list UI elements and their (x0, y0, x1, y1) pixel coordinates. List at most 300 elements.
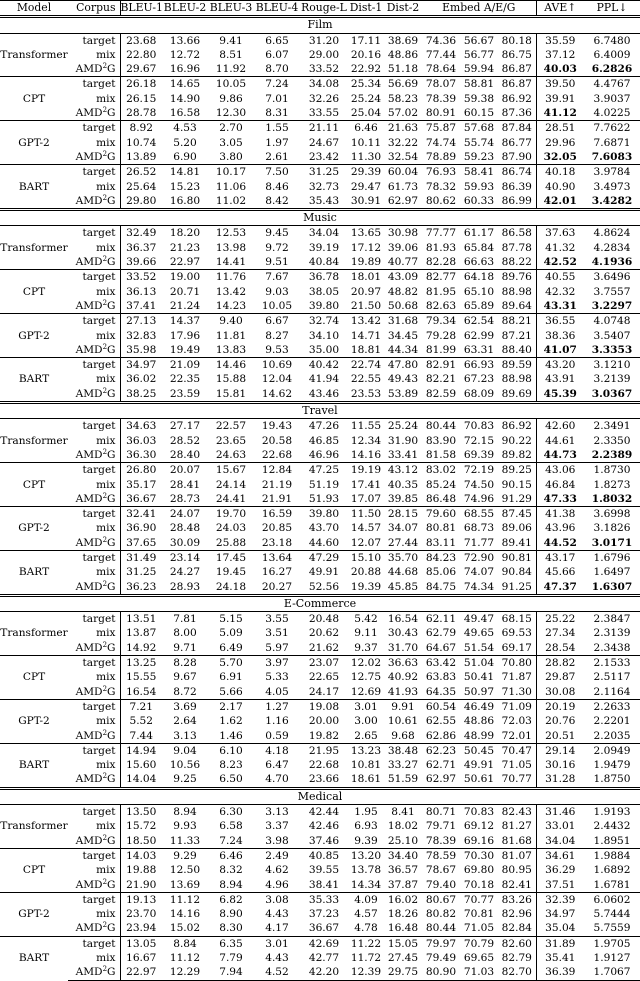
cell-value: 70.79 (463, 937, 495, 950)
cell-value: 21.09 (169, 359, 201, 372)
cell-value: 15.67 (215, 464, 247, 477)
cell-value: 24.63 (208, 448, 254, 463)
cell-value: 53.89 (387, 387, 419, 400)
cell-value: 11.33 (162, 834, 208, 849)
cell-value: 34.45 (387, 329, 419, 342)
cell-value: 17.45 (215, 551, 247, 564)
cell-value: 50.61 (463, 773, 495, 786)
cell-value: 12.04 (261, 373, 293, 386)
corpus-label: AMD$^2$G (68, 106, 120, 121)
cell-value: 49.43 (387, 373, 419, 386)
cell-value: 32.83 (120, 329, 162, 343)
cell-value: 9.40 (219, 315, 243, 328)
cell-value: 89.59 (501, 359, 532, 372)
cell-value: 25.24 (387, 420, 419, 433)
cell-value: 80.67 (425, 893, 457, 906)
cell-value: 29.75 (384, 965, 422, 980)
cell-value: 65.10 (463, 285, 495, 298)
cell-value: 44.34 (384, 343, 422, 358)
cell-value: 22.65 (308, 671, 340, 684)
cell-value: 90.81 (501, 551, 532, 564)
cell-value: 8.27 (265, 329, 289, 342)
cell-value: 86.92 (501, 420, 532, 433)
cell-value: 4.4767 (593, 78, 631, 91)
cell-value: 81.68 (498, 834, 536, 849)
cell-value: 3.00 (354, 715, 378, 728)
cell-value: 14.46 (215, 359, 247, 372)
cell-value: 6.46 (219, 849, 243, 862)
cell-value: 6.67 (265, 315, 289, 328)
cell-value: 9.91 (391, 700, 415, 713)
cell-value: 30.16 (536, 758, 584, 772)
cell-value: 48.86 (387, 48, 419, 61)
cell-value: 24.67 (308, 136, 340, 149)
cell-value: 69.80 (463, 864, 495, 877)
cell-value: 26.52 (120, 165, 162, 180)
table-row (0, 965, 640, 980)
cell-value: 27.34 (536, 626, 584, 640)
cell-value: 43.06 (536, 463, 584, 478)
cell-value: 2.2035 (584, 729, 640, 744)
amd-superscript: 2 (102, 728, 108, 737)
table-row (0, 492, 640, 507)
cell-value: 60.54 (425, 700, 457, 713)
cell-value: 34.97 (536, 907, 584, 921)
cell-value: 62.79 (425, 627, 457, 640)
cell-value: 83.02 (425, 464, 457, 477)
cell-value: 71.03 (460, 965, 498, 980)
cell-value: 13.05 (120, 936, 162, 951)
cell-value: 42.60 (536, 419, 584, 434)
cell-value: 3.4973 (593, 180, 631, 193)
cell-value: 4.43 (265, 952, 289, 964)
corpus-label: mix (96, 522, 116, 535)
cell-value: 11.76 (215, 271, 247, 284)
cell-value: 24.14 (215, 478, 247, 491)
corpus-label: target (82, 166, 116, 179)
cell-value: 2.5117 (593, 671, 631, 684)
cell-value: 82.43 (501, 806, 532, 819)
cell-value: 9.37 (348, 641, 384, 656)
cell-value: 50.97 (460, 685, 498, 700)
cell-value: 47.37 (536, 580, 584, 596)
corpus-label: mix (96, 373, 116, 386)
cell-value: 22.92 (348, 62, 384, 77)
cell-value: 6.30 (219, 806, 243, 819)
cell-value: 70.80 (501, 657, 532, 670)
cell-value: 69.12 (463, 820, 495, 833)
cell-value: 3.9037 (593, 92, 631, 105)
domain-label: Travel (0, 403, 640, 419)
cell-value: 80.91 (422, 106, 460, 121)
cell-value: 8.28 (173, 657, 197, 670)
cell-value: 6.2826 (584, 62, 640, 77)
cell-value: 29.80 (120, 194, 162, 210)
cell-value: 7.24 (208, 834, 254, 849)
cell-value: 36.67 (300, 921, 348, 936)
cell-value: 37.41 (120, 299, 162, 314)
cell-value: 13.64 (261, 551, 293, 564)
amd-superscript: 2 (102, 833, 108, 842)
cell-value: 19.82 (300, 729, 348, 744)
amd-superscript: 2 (102, 921, 108, 930)
cell-value: 23.68 (120, 33, 162, 48)
model-name: GPT-2 (0, 892, 68, 936)
cell-value: 5.7559 (584, 921, 640, 936)
cell-value: 13.98 (215, 241, 247, 254)
cell-value: 45.39 (536, 387, 584, 403)
cell-value: 74.34 (463, 580, 495, 593)
corpus-label: mix (96, 627, 116, 640)
cell-value: 8.92 (120, 121, 162, 136)
cell-value: 8.00 (173, 627, 197, 640)
cell-value: 83.90 (425, 434, 457, 447)
cell-value: 14.81 (169, 166, 201, 179)
cell-value: 10.11 (350, 136, 382, 149)
model-name: Transformer (0, 226, 68, 270)
cell-value: 3.37 (265, 820, 289, 833)
cell-value: 40.18 (536, 165, 584, 180)
cell-value: 63.83 (425, 671, 457, 684)
header-bleu1: BLEU-1 (120, 1, 162, 17)
cell-value: 70.18 (460, 878, 498, 893)
corpus-label: AMD$^2$G (75, 386, 116, 400)
table-row (0, 580, 640, 596)
table-row (0, 714, 640, 728)
cell-value: 20.48 (308, 613, 340, 626)
cell-value: 2.17 (219, 700, 243, 713)
cell-value: 6.7480 (593, 34, 631, 47)
cell-value: 8.23 (219, 759, 243, 772)
cell-value: 1.95 (354, 806, 378, 819)
cell-value: 68.73 (463, 522, 495, 535)
cell-value: 82.91 (425, 359, 457, 372)
cell-value: 5.09 (219, 627, 243, 640)
cell-value: 13.66 (169, 34, 201, 47)
cell-value: 28.51 (536, 121, 584, 136)
cell-value: 82.28 (422, 255, 460, 270)
cell-value: 56.77 (463, 48, 495, 61)
cell-value: 91.29 (498, 492, 536, 507)
header-dist1: Dist-1 (349, 1, 383, 14)
cell-value: 12.69 (348, 685, 384, 700)
cell-value: 62.86 (422, 729, 460, 744)
cell-value: 68.55 (463, 508, 495, 521)
cell-value: 56.69 (387, 78, 419, 91)
cell-value: 6.07 (265, 48, 289, 61)
cell-value: 7.50 (265, 166, 289, 179)
cell-value: 83.26 (501, 893, 532, 906)
cell-value: 3.0367 (591, 387, 633, 400)
cell-value: 31.25 (308, 166, 340, 179)
cell-value: 80.82 (425, 908, 457, 921)
cell-value: 3.6998 (593, 508, 631, 521)
cell-value: 29.96 (536, 136, 584, 150)
cell-value: 34.40 (387, 849, 419, 862)
cell-value: 46.96 (300, 448, 348, 463)
cell-value: 62.11 (425, 613, 457, 626)
cell-value: 63.31 (460, 343, 498, 358)
cell-value: 16.54 (387, 613, 419, 626)
cell-value: 70.77 (501, 773, 532, 786)
cell-value: 2.2389 (584, 448, 640, 463)
cell-value: 40.42 (308, 359, 340, 372)
cell-value: 2.65 (348, 729, 384, 744)
cell-value: 5.7444 (593, 908, 631, 921)
cell-value: 35.43 (308, 194, 340, 207)
cell-value: 44.60 (300, 536, 348, 551)
cell-value: 7.79 (219, 952, 243, 964)
table-row (0, 863, 640, 877)
cell-value: 34.61 (536, 848, 584, 863)
cell-value: 79.71 (425, 820, 457, 833)
amd-superscript: 2 (102, 491, 108, 500)
amd-superscript: 2 (102, 255, 108, 264)
cell-value: 16.67 (120, 951, 162, 965)
cell-value: 21.23 (169, 241, 201, 254)
cell-value: 2.3438 (584, 641, 640, 656)
cell-value: 87.45 (501, 508, 532, 521)
cell-value: 81.27 (501, 820, 532, 833)
cell-value: 29.67 (120, 62, 162, 77)
cell-value: 72.19 (463, 464, 495, 477)
cell-value: 3.69 (173, 700, 197, 713)
corpus-label: target (82, 78, 116, 91)
cell-value: 9.03 (265, 285, 289, 298)
header-model: Model (16, 1, 52, 14)
cell-value: 42.44 (308, 806, 340, 819)
cell-value: 30.98 (387, 227, 419, 240)
cell-value: 86.75 (501, 48, 532, 61)
cell-value: 89.82 (498, 448, 536, 463)
cell-value: 32.05 (536, 150, 584, 165)
cell-value: 68.09 (463, 387, 495, 400)
cell-value: 42.20 (300, 965, 348, 980)
cell-value: 66.63 (460, 255, 498, 270)
cell-value: 64.35 (422, 685, 460, 700)
amd-superscript: 2 (102, 772, 108, 781)
cell-value: 14.92 (120, 641, 162, 656)
cell-value: 43.91 (536, 372, 584, 386)
cell-value: 32.73 (308, 180, 340, 193)
cell-value: 36.90 (120, 521, 162, 535)
table-row (0, 372, 640, 386)
cell-value: 38.69 (387, 34, 419, 47)
cell-value: 69.39 (460, 448, 498, 463)
cell-value: 74.74 (425, 136, 457, 149)
cell-value: 13.89 (120, 150, 162, 165)
cell-value: 1.9884 (593, 849, 631, 862)
domain-label: Film (0, 17, 640, 33)
cell-value: 2.1164 (584, 685, 640, 700)
table-row (0, 226, 640, 241)
cell-value: 25.34 (350, 78, 382, 91)
cell-value: 22.68 (308, 759, 340, 772)
cell-value: 8.84 (173, 937, 197, 950)
cell-value: 14.37 (169, 315, 201, 328)
cell-value: 69.53 (501, 627, 532, 640)
corpus-label: mix (96, 48, 116, 61)
corpus-label: target (82, 551, 116, 564)
cell-value: 12.84 (261, 464, 293, 477)
cell-value: 18.20 (169, 227, 201, 240)
cell-value: 51.54 (460, 641, 498, 656)
cell-value: 65.89 (460, 299, 498, 314)
cell-value: 45.66 (536, 565, 584, 579)
cell-value: 75.87 (425, 122, 457, 135)
cell-value: 47.33 (536, 492, 584, 507)
cell-value: 5.70 (219, 657, 243, 670)
cell-value: 21.62 (300, 641, 348, 656)
header-dist2: Dist-2 (386, 1, 420, 14)
cell-value: 20.58 (261, 434, 293, 447)
cell-value: 5.66 (208, 685, 254, 700)
cell-value: 28.78 (120, 106, 162, 121)
cell-value: 3.2139 (593, 373, 631, 386)
cell-value: 36.55 (536, 314, 584, 329)
cell-value: 39.85 (384, 492, 422, 507)
cell-value: 31.20 (308, 34, 340, 47)
cell-value: 39.80 (300, 299, 348, 314)
cell-value: 51.19 (308, 478, 340, 491)
cell-value: 15.72 (120, 819, 162, 833)
corpus-label: target (82, 893, 116, 906)
cell-value: 11.30 (348, 150, 384, 165)
table-row (0, 48, 640, 62)
cell-value: 27.17 (169, 420, 201, 433)
corpus-label: AMD$^2$G (68, 965, 120, 980)
cell-value: 31.70 (384, 641, 422, 656)
cell-value: 10.05 (254, 299, 300, 314)
cell-value: 51.93 (300, 492, 348, 507)
cell-value: 20.88 (350, 566, 382, 579)
cell-value: 80.71 (425, 806, 457, 819)
cell-value: 80.44 (425, 420, 457, 433)
cell-value: 25.22 (536, 612, 584, 627)
corpus-label: target (82, 657, 116, 670)
table-row (0, 33, 640, 48)
cell-value: 4.05 (254, 685, 300, 700)
cell-value: 79.60 (425, 508, 457, 521)
cell-value: 69.65 (463, 952, 495, 964)
cell-value: 33.41 (384, 448, 422, 463)
table-row (0, 507, 640, 522)
cell-value: 21.24 (162, 299, 208, 314)
cell-value: 32.41 (120, 507, 162, 522)
cell-value: 80.18 (501, 34, 532, 47)
cell-value: 8.42 (265, 194, 289, 207)
cell-value: 14.16 (348, 448, 384, 463)
cell-value: 41.12 (536, 106, 584, 121)
cell-value: 36.02 (120, 372, 162, 386)
cell-value: 3.80 (208, 150, 254, 165)
cell-value: 19.39 (350, 580, 382, 593)
cell-value: 16.02 (387, 893, 419, 906)
corpus-label: mix (96, 241, 116, 254)
cell-value: 6.35 (219, 937, 243, 950)
cell-value: 1.27 (265, 700, 289, 713)
cell-value: 17.11 (350, 34, 382, 47)
amd-superscript: 2 (102, 684, 108, 693)
corpus-label: AMD$^2$G (68, 834, 120, 849)
cell-value: 41.93 (384, 685, 422, 700)
cell-value: 30.08 (536, 685, 584, 700)
cell-value: 22.80 (120, 48, 162, 62)
corpus-label: mix (96, 759, 116, 772)
cell-value: 28.82 (536, 656, 584, 671)
cell-value: 30.43 (387, 627, 419, 640)
cell-value: 47.25 (308, 464, 340, 477)
domain-label: Music (0, 210, 640, 226)
cell-value: 35.41 (536, 951, 584, 965)
cell-value: 86.99 (501, 194, 532, 207)
cell-value: 1.16 (265, 715, 289, 728)
cell-value: 8.31 (254, 106, 300, 121)
cell-value: 71.05 (501, 759, 532, 772)
cell-value: 15.02 (162, 921, 208, 936)
cell-value: 35.04 (536, 921, 584, 936)
cell-value: 62.97 (425, 773, 457, 786)
cell-value: 88.98 (501, 373, 532, 386)
cell-value: 4.53 (173, 122, 197, 135)
cell-value: 10.05 (215, 78, 247, 91)
amd-superscript: 2 (102, 877, 108, 886)
table-row (0, 270, 640, 285)
cell-value: 37.51 (536, 878, 584, 893)
cell-value: 7.7622 (593, 122, 631, 135)
cell-value: 19.45 (215, 566, 247, 579)
cell-value: 50.45 (463, 744, 495, 757)
cell-value: 14.16 (169, 908, 201, 921)
cell-value: 24.03 (215, 522, 247, 535)
cell-value: 46.85 (308, 434, 340, 447)
cell-value: 82.84 (498, 921, 536, 936)
amd-superscript: 2 (102, 535, 108, 544)
cell-value: 33.01 (536, 819, 584, 833)
model-name: BART (18, 759, 50, 772)
cell-value: 4.17 (254, 921, 300, 936)
amd-superscript: 2 (102, 342, 108, 351)
cell-value: 18.50 (120, 834, 162, 849)
cell-value: 11.02 (215, 194, 247, 207)
table-row (0, 136, 640, 150)
header-bleu3: BLEU-3 (209, 1, 253, 14)
table-row (0, 329, 640, 343)
cell-value: 40.55 (536, 270, 584, 285)
cell-value: 21.95 (308, 744, 340, 757)
cell-value: 1.7067 (584, 965, 640, 980)
model-name: GPT-2 (0, 314, 68, 358)
cell-value: 89.69 (501, 387, 532, 400)
corpus-label: mix (96, 329, 116, 342)
cell-value: 60.04 (387, 166, 419, 179)
cell-value: 62.23 (425, 744, 457, 757)
cell-value: 78.64 (422, 62, 460, 77)
cell-value: 3.9784 (593, 166, 631, 179)
cell-value: 19.43 (261, 420, 293, 433)
table-row (0, 834, 640, 849)
cell-value: 71.87 (501, 671, 532, 684)
corpus-label: target (82, 315, 116, 328)
table-row (0, 612, 640, 627)
cell-value: 3.7557 (593, 285, 631, 298)
cell-value: 39.50 (536, 77, 584, 92)
cell-value: 86.39 (501, 180, 532, 193)
cell-value: 9.93 (173, 820, 197, 833)
cell-value: 40.84 (300, 255, 348, 270)
cell-value: 3.51 (265, 627, 289, 640)
cell-value: 23.18 (254, 536, 300, 551)
